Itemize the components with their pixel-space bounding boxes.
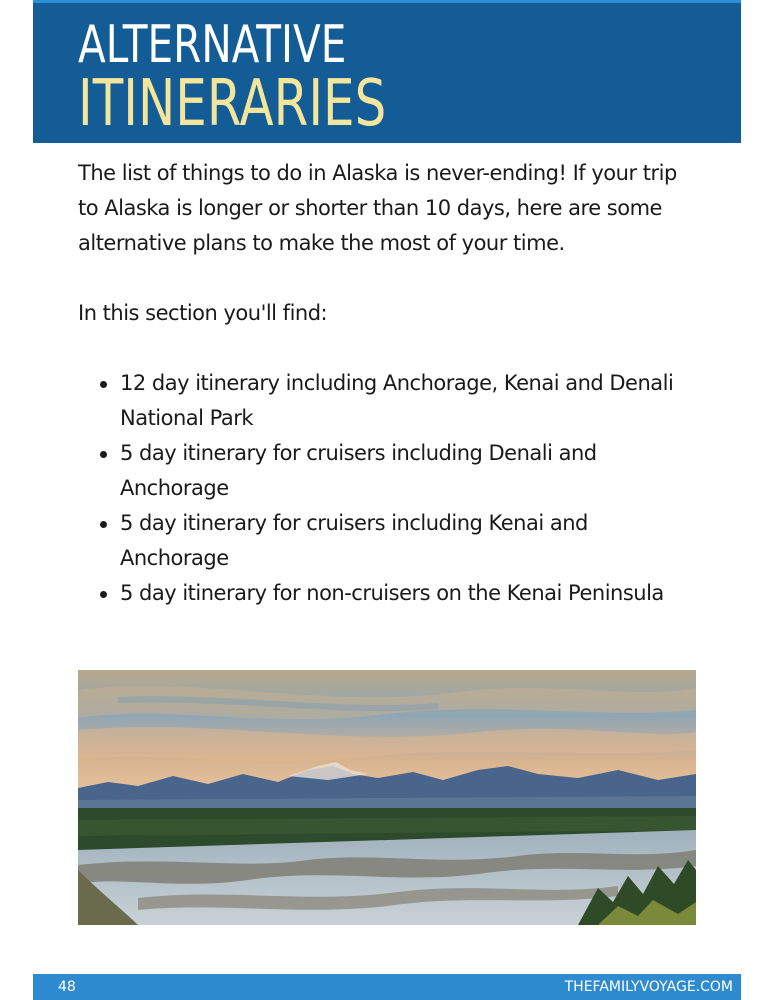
page-header <box>33 0 741 143</box>
alaska-landscape-photo <box>78 670 696 925</box>
page-footer <box>33 974 741 1000</box>
list-item: 5 day itinerary for cruisers including Kenai and Anchorage <box>120 506 698 576</box>
itinerary-list <box>78 366 698 611</box>
list-item: 5 day itinerary for non-cruisers on the Kenai Peninsula <box>120 576 698 611</box>
page-title-line-2: ITINERARIES <box>78 67 387 141</box>
page-title-line-1: ALTERNATIVE <box>78 15 347 75</box>
body-content <box>78 156 698 611</box>
section-lead: In this section you'll find: <box>78 301 328 325</box>
intro-paragraph: The list of things to do in Alaska is never-ending! If your trip to Alaska is longer or shorter than 10 days, here are some alternative plans to make the most of your time. <box>78 161 677 255</box>
list-item: 5 day itinerary for cruisers including Denali and Anchorage <box>120 436 698 506</box>
list-item: 12 day itinerary including Anchorage, Kenai and Denali National Park <box>120 366 698 436</box>
page-number: 48 <box>58 979 76 995</box>
website-link[interactable]: THEFAMILYVOYAGE.COM <box>564 979 733 995</box>
